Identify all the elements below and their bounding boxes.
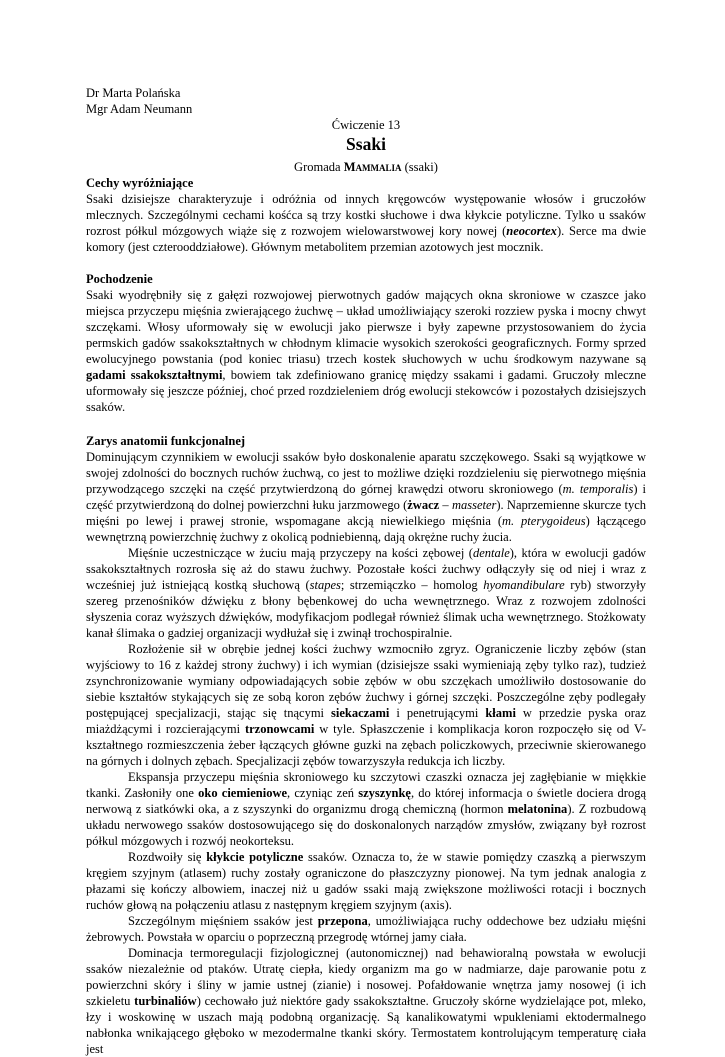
paragraph: Ssaki wyodrębniły się z gałęzi rozwojowej pierwotnych gadów mających okna skroniowe w czaszce jako miejsca przyczepu mięśnia zwierającego żuchwę – układ umożliwiający szeroki rozziew pyska i mocny chwyt szczękami. Włosy uformowały się w ewolucji jako pierwsze i były zapewne przystosowaniem do życia permskich gadów ssakokształtnych w chłodnym klimacie wysokich szerokości geograficznych. Formy sprzed ewolucyjnego powstania (pod koniec triasu) trzech kostek słuchowych w uchu środkowym nazywane są gadami ssakokształtnymi, bowiem tak zdefiniowano granicę między ssakami i gadami. Gruczoły mleczne uformowały się jeszcze później, choć przed rozdzieleniem dróg ewolucji stekowców i pozostałych dzisiejszych ssaków. [86,288,646,414]
author-name: Dr Marta Polańska [86,86,181,100]
group-line [86,159,646,175]
paragraph: Szczególnym mięśniem ssaków jest przepona, umożliwiająca ruchy oddechowe bez udziału mięśni żebrowych. Powstała w oparciu o poprzeczną przegrodę wtórnej jamy ciała. [86,914,646,944]
exercise-number: Ćwiczenie 13 [331,118,401,132]
group-prefix: Gromada [294,160,344,174]
section-heading-origin: Pochodzenie [86,272,153,286]
paragraph: Dominacja termoregulacji fizjologicznej (autonomicznej) nad behawioralną powstała w ewolucji ssaków niezależnie od ptaków. Utratę ciepła, kiedy organizm ma go w nadmiarze, daje parowanie potu z powierzchni skóry i śliny w jamie ustnej (zianie) i nosowej. Pofałdowanie wnętrza jamy nosowej (i ich szkieletu turbinaliów) cechowało już niektóre gady ssakokształtne. Gruczoły skórne wydzielające pot, mleko, łzy i woskowinę w uszach mają podobną organizację. Są kanalikowatymi wpukleniami ektodermalnego nabłonka wnikającego głęboko w mezodermalne tkanki skóry. Termostatem kontrolującym temperaturę ciała jest [86,946,646,1056]
spacer [86,255,646,271]
paragraph: Rozłożenie sił w obrębie jednej kości żuchwy wzmocniło zgryz. Ograniczenie liczby zębów (stan wyjściowy to 16 z każdej strony żuchwy) i ich wymian (dzisiejsze ssaki wymieniają zęby tylko raz), tudzież zsynchronizowanie wymiany odpowiadających sobie zębów w obu szczękach umożliwiło dostosowanie do siebie kształtów stykających się ze sobą koron zębów żuchwy i górnej szczęki. Poszczególne zęby podlegały postępującej specjalizacji, stając się tnącymi siekaczami i penetrującymi kłami w przedzie pyska oraz miażdżącymi i rozcierającymi trzonowcami w tyle. Spłaszczenie i komplikacja koron rozpoczęło się od V-kształtnego rozmieszczenia żeber łączących główne guzki na zębach policzkowych, przeciwnie skierowanego na górnych i dolnych zębach. Specjalizacji zębów towarzyszyła redukcja ich liczby. [86,642,646,768]
paragraph: Ssaki dzisiejsze charakteryzuje i odróżnia od innych kręgowców występowanie włosów i gruczołów mlecznych. Szczególnymi cechami kośćca są trzy kostki słuchowe i dwa kłykcie potyliczne. Tylko u ssaków rozrost półkul mózgowych wiąże się z rozwojem wielowarstwowej kory nowej (neocortex). Serce ma dwie komory (jest czterooddziałowe). Głównym metabolitem przemian azotowych jest mocznik. [86,192,646,254]
paragraph: Dominującym czynnikiem w ewolucji ssaków było doskonalenie aparatu szczękowego. Ssaki są wyjątkowe w swojej zdolności do bocznych ruchów żuchwą, co jest to możliwe dzięki rozdzieleniu się pierwotnego mięśnia przywodzącego szczęki na część przytwierdzoną do górnej krawędzi otworu skroniowego (m. temporalis) i część przytwierdzoną do dolnej powierzchni łuku jarzmowego (żwacz – masseter). Naprzemienne skurcze tych mięśni po lewej i prawej stronie, wspomagane akcją niewielkiego mięśnia (m. pterygoideus) łączącego wewnętrzną powierzchnię żuchwy z okolicą podniebienną, dają okrężne ruchy żucia. [86,450,647,544]
paragraph: Rozdwoiły się kłykcie potyliczne ssaków. Oznacza to, że w stawie pomiędzy czaszką a pierwszym kręgiem szyjnym (atlasem) ruchy zostały ograniczone do płaszczyzny pionowej. Na tym jednak analogia z płazami się kończy albowiem, inaczej niż u gadów ssaki mają zwiększone możliwości rotacji i bocznych ruchów głową na połączeniu atlasu z następnym kręgiem szyjnym (axis). [86,850,646,912]
document-page [86,85,646,1057]
author-name: Mgr Adam Neumann [86,102,193,116]
page-title: Ssaki [346,134,386,154]
paragraph: Ekspansja przyczepu mięśnia skroniowego ku szczytowi czaszki oznacza jej zagłębianie w miękkie tkanki. Zasłoniły one oko ciemieniowe, czyniąc zeń szyszynkę, do której informacja o świetle dociera drogą nerwową z siatkówki oka, a z szyszynki do organizmu drogą chemiczną (hormon melatonina). Z rozbudową układu nerwowego ssaków dostosowującego się do doskonalonych narządów zmysłów, związany był rozrost półkul mózgowych i rozwój neokorteksu. [86,770,646,848]
group-name: Mammalia [343,160,402,174]
section-heading-features: Cechy wyróżniające [86,176,194,190]
group-suffix: (ssaki) [401,160,438,174]
spacer [86,415,646,433]
section-heading-anatomy: Zarys anatomii funkcjonalnej [86,434,246,448]
paragraph: Mięśnie uczestniczące w żuciu mają przyczepy na kości zębowej (dentale), która w ewolucji gadów ssakokształtnych rozrosła się aż do stawu żuchwy. Pozostałe kości żuchwy odłączyły się od niej i wraz z wcześniej już istniejącą kostką słuchową (stapes; strzemiączko – homolog hyomandibulare ryb) stworzyły szereg przenośników dźwięku z błony bębenkowej do ucha wewnętrznego. Wraz z rozwojem zdolności słyszenia coraz wyższych dźwięków, modyfikacjom podlegał również ślimak ucha wewnętrznego. Stożkowaty kanał ślimaka o gadziej organizacji wydłużał się i zwinął trochospiralnie. [86,546,647,640]
